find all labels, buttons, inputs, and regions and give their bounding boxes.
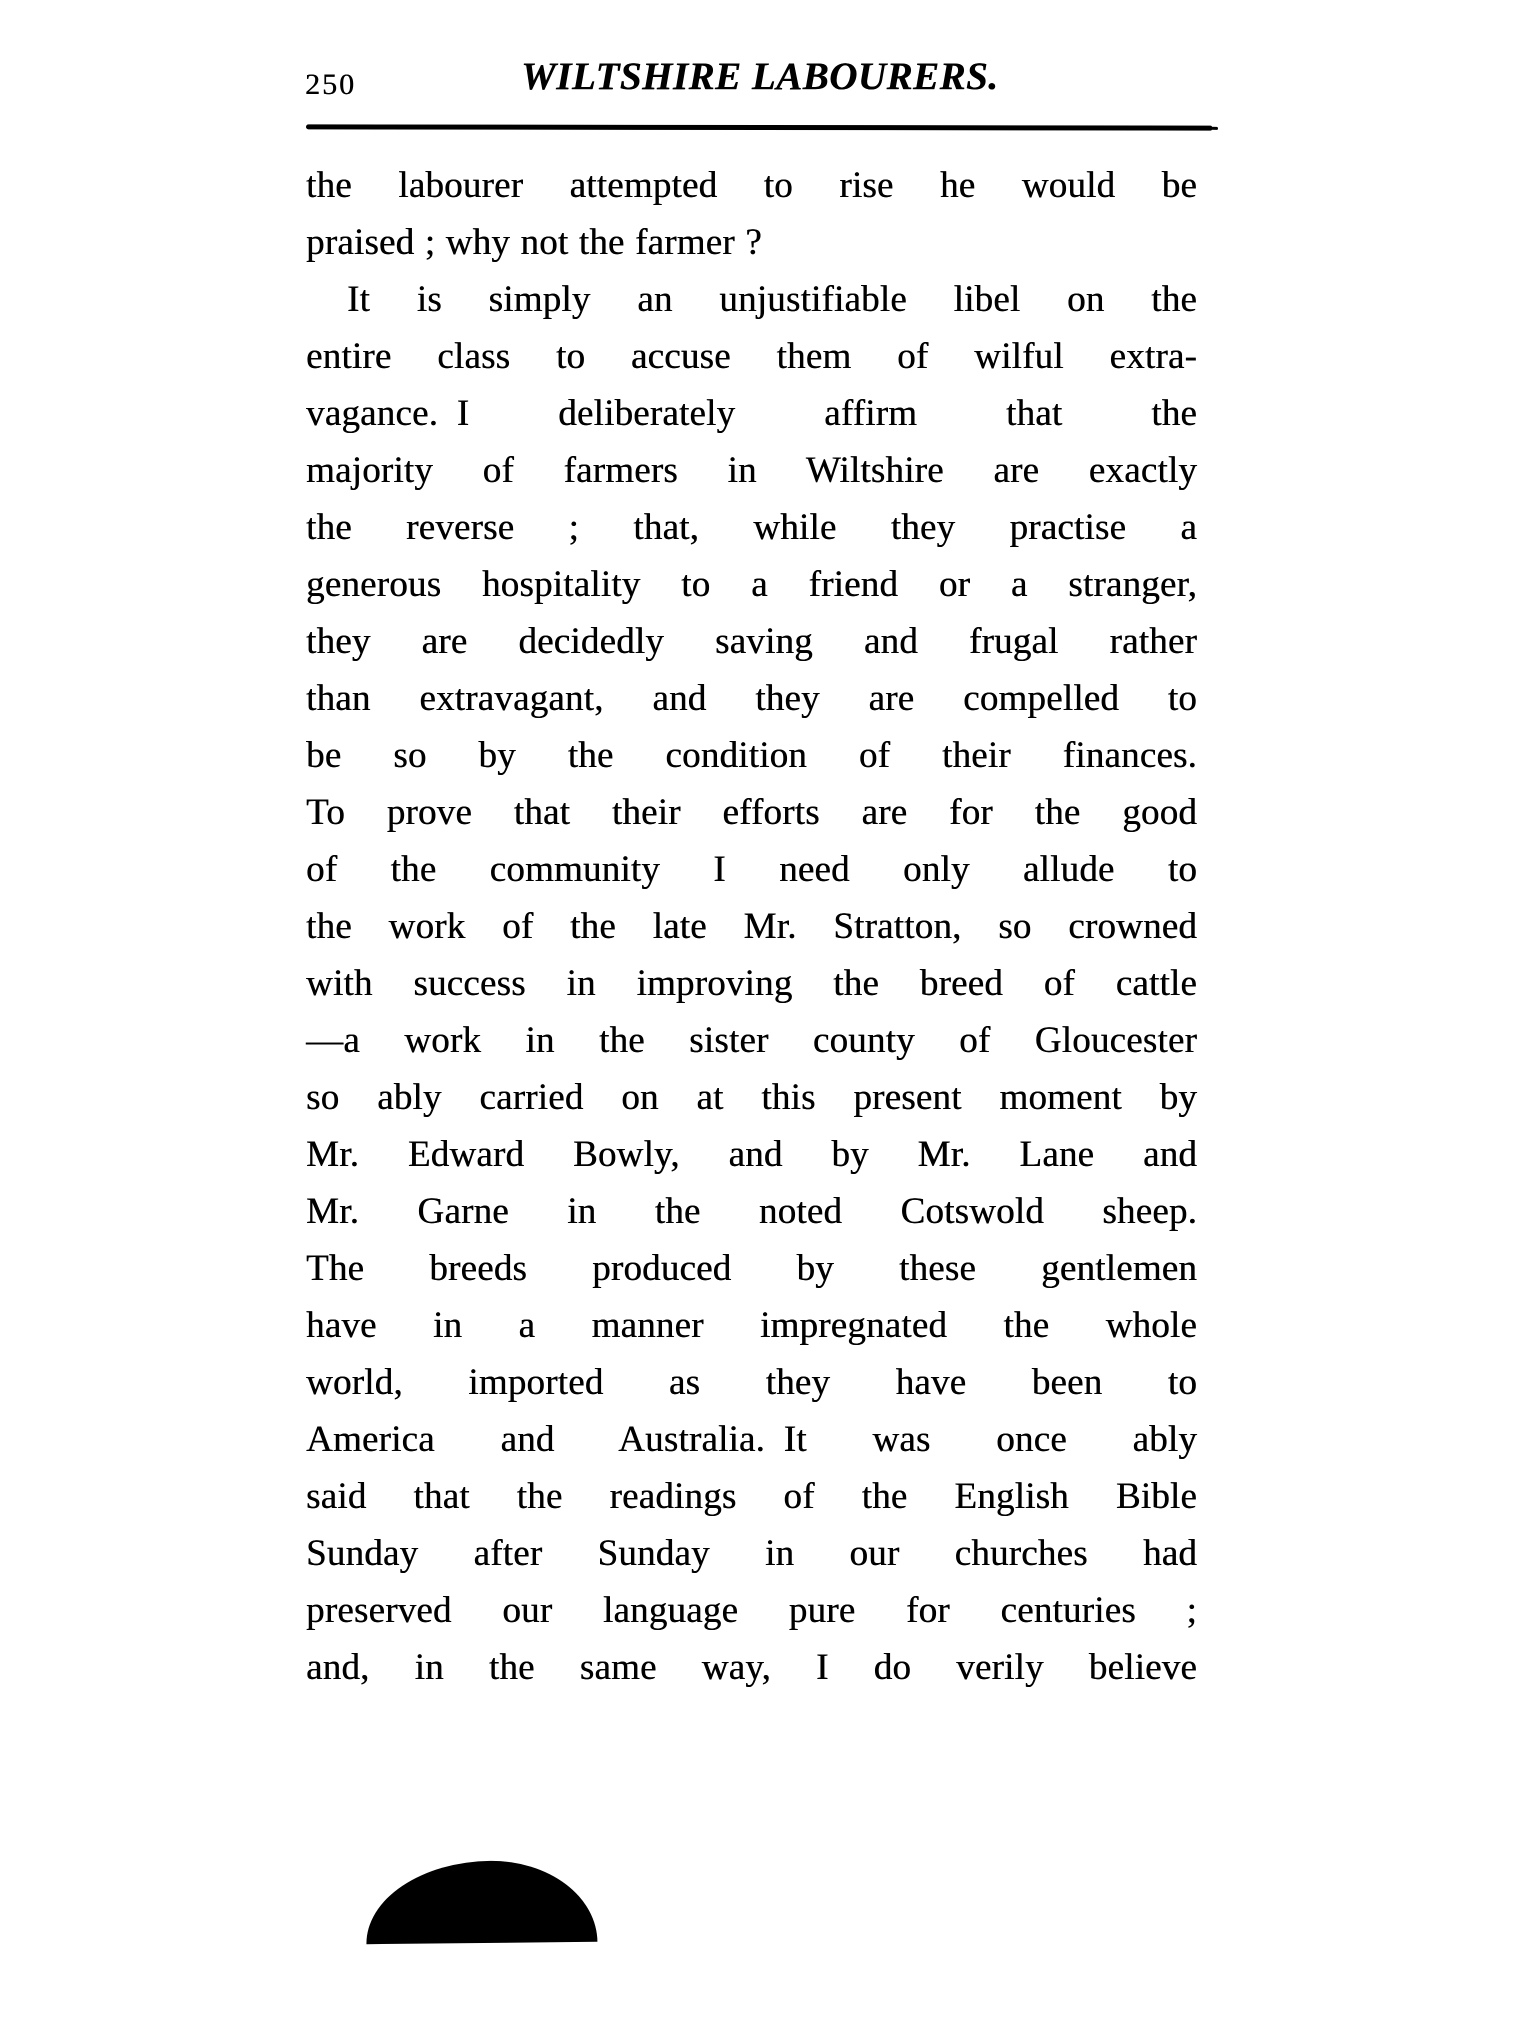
page-number: 250 bbox=[305, 68, 356, 101]
body-text-column bbox=[306, 157, 1197, 1696]
text-line: vagance. I deliberately affirm that the bbox=[306, 393, 1197, 434]
text-line: the labourer attempted to rise he would be bbox=[306, 165, 1197, 206]
text-line: world, imported as they have been to bbox=[306, 1362, 1197, 1403]
text-line: with success in improving the breed of cattle bbox=[306, 963, 1197, 1004]
text-line: be so by the condition of their finances. bbox=[306, 735, 1197, 776]
text-line: Mr. Garne in the noted Cotswold sheep. bbox=[306, 1191, 1197, 1232]
text-line: the reverse ; that, while they practise a bbox=[306, 507, 1197, 548]
text-line: they are decidedly saving and frugal rather bbox=[306, 621, 1197, 662]
text-line: Sunday after Sunday in our churches had bbox=[306, 1533, 1197, 1574]
text-line: preserved our language pure for centuries ; bbox=[306, 1590, 1197, 1631]
text-line: so ably carried on at this present moment by bbox=[306, 1077, 1197, 1118]
text-line: majority of farmers in Wiltshire are exactly bbox=[306, 450, 1197, 491]
text-line: praised ; why not the farmer ? bbox=[306, 222, 762, 263]
text-line: The breeds produced by these gentlemen bbox=[306, 1248, 1197, 1289]
running-title: WILTSHIRE LABOURERS. bbox=[521, 55, 999, 98]
ink-blot-artifact bbox=[366, 1860, 598, 1944]
text-line: said that the readings of the English Bible bbox=[306, 1476, 1197, 1517]
text-line: Mr. Edward Bowly, and by Mr. Lane and bbox=[306, 1134, 1197, 1175]
text-line: than extravagant, and they are compelled to bbox=[306, 678, 1197, 719]
text-line: the work of the late Mr. Stratton, so crowned bbox=[306, 906, 1197, 947]
text-line: —a work in the sister county of Gloucester bbox=[306, 1020, 1197, 1061]
header-rule bbox=[306, 124, 1212, 130]
text-line: of the community I need only allude to bbox=[306, 849, 1197, 890]
text-line: and, in the same way, I do verily believe bbox=[306, 1647, 1197, 1688]
text-line: America and Australia. It was once ably bbox=[306, 1419, 1197, 1460]
text-line: have in a manner impregnated the whole bbox=[306, 1305, 1197, 1346]
text-line: It is simply an unjustifiable libel on the bbox=[347, 279, 1197, 320]
text-line: entire class to accuse them of wilful extra- bbox=[306, 336, 1197, 377]
text-line: generous hospitality to a friend or a stranger, bbox=[306, 564, 1197, 605]
text-line: To prove that their efforts are for the good bbox=[306, 792, 1197, 833]
